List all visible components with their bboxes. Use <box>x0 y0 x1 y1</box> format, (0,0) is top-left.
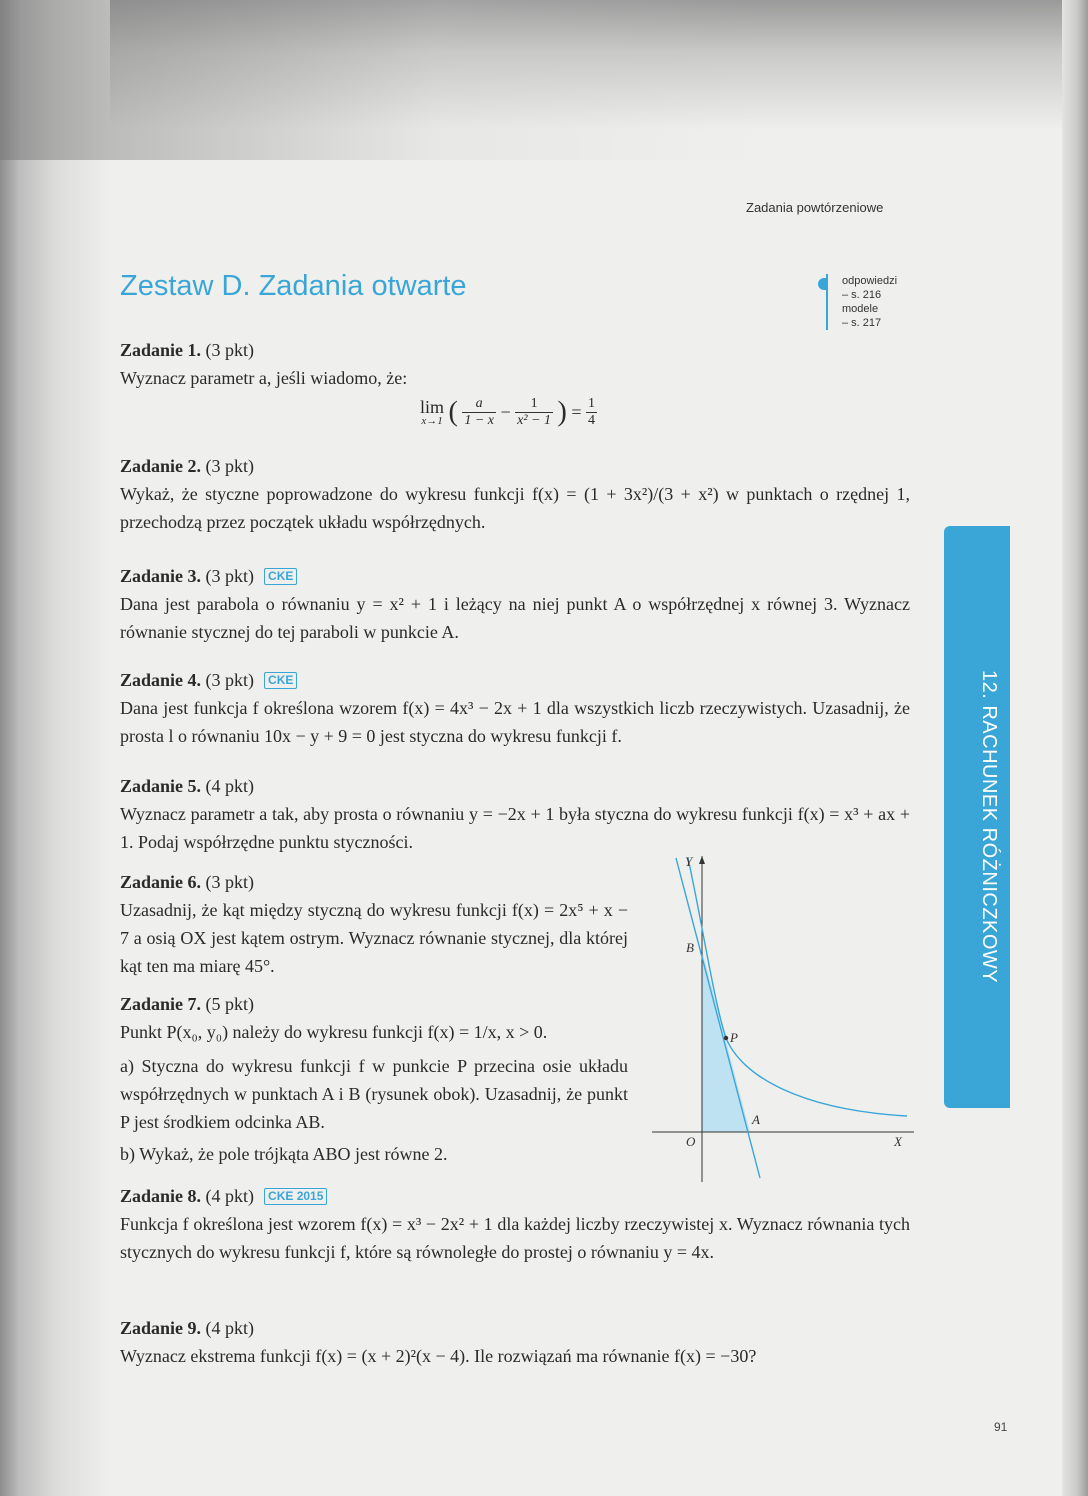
task-points: (4 pkt) <box>205 1318 255 1338</box>
margin-note <box>826 274 897 330</box>
task-2 <box>120 452 910 536</box>
task-title: Zadanie 6. <box>120 872 202 892</box>
task-heading <box>120 336 910 364</box>
task-title: Zadanie 8. <box>120 1186 202 1206</box>
fraction-denominator: 4 <box>588 413 596 428</box>
task-points: (3 pkt) <box>205 872 255 892</box>
margin-note-line: – s. 216 <box>842 289 882 301</box>
task-4 <box>120 666 910 750</box>
task-1 <box>120 336 910 392</box>
task-heading <box>120 666 910 694</box>
task-text: Punkt P(x₀, y₀) należy do wykresu funkcji f(x) = 1/x, x > 0. <box>120 1022 548 1042</box>
task-title: Zadanie 1. <box>120 340 202 360</box>
tangent-hyperbola-figure <box>652 852 914 1182</box>
task-text: Dana jest funkcja f określona wzorem f(x) = 4x³ − 2x + 1 dla wszystkich liczb rzeczywistych. Uzasadnij, że prosta l o równaniu 10x − y + 9 = 0 jest styczna do wykresu funkcji f. <box>120 698 910 746</box>
task-5 <box>120 772 910 856</box>
limit-subscript: x→1 <box>421 415 443 427</box>
margin-note-line: modele <box>842 303 879 315</box>
task-text: Wyznacz ekstrema funkcji f(x) = (x + 2)²(x − 4). Ile rozwiązań ma równanie f(x) = −30? <box>120 1346 757 1366</box>
task-text: Funkcja f określona jest wzorem f(x) = x³ − 2x² + 1 dla każdej liczby rzeczywistej x. Wyznacz równania tych stycznych do wykresu funkcji f, które są równoległe do prostej o równaniu y = 4x. <box>120 1214 910 1262</box>
fraction-denominator: x² − 1 <box>517 413 552 428</box>
task-title: Zadanie 9. <box>120 1318 202 1338</box>
task-title: Zadanie 2. <box>120 456 202 476</box>
margin-note-line: – s. 217 <box>842 317 882 329</box>
page-title: Zestaw D. Zadania otwarte <box>120 270 467 302</box>
task-points: (3 pkt) <box>205 340 255 360</box>
page-number: 91 <box>994 1420 1008 1434</box>
fraction <box>515 396 553 429</box>
fraction-denominator: 1 − x <box>464 413 495 428</box>
x-axis-label: X <box>894 1134 902 1149</box>
cke-badge: CKE <box>264 568 297 585</box>
origin-label: O <box>686 1134 696 1149</box>
fraction <box>586 396 597 429</box>
limit-symbol: lim <box>420 397 445 417</box>
point-p <box>724 1036 728 1040</box>
task-text: Wykaż, że styczne poprowadzone do wykresu funkcji f(x) = (1 + 3x²)/(3 + x²) w punktach o rzędnej 1, przechodzą przez początek układu współrzędnych. <box>120 484 910 532</box>
task-text: Dana jest parabola o równaniu y = x² + 1 i leżący na niej punkt A o współrzędnej x równej 3. Wyznacz równanie stycznej do tej paraboli w punkcie A. <box>120 594 910 642</box>
cke-badge: CKE 2015 <box>264 1188 327 1205</box>
task-points: (3 pkt) <box>205 670 255 690</box>
scan-edge-right <box>1062 0 1088 1496</box>
scan-shadow-corner <box>0 0 1088 160</box>
task-heading <box>120 452 910 480</box>
triangle-abo <box>702 950 750 1132</box>
task-6 <box>120 868 628 980</box>
task-8 <box>120 1182 910 1266</box>
task-heading <box>120 562 910 590</box>
point-p-label: P <box>730 1030 738 1045</box>
task-points: (3 pkt) <box>205 566 255 586</box>
task-points: (3 pkt) <box>205 456 255 476</box>
task-title: Zadanie 4. <box>120 670 202 690</box>
task-title: Zadanie 3. <box>120 566 202 586</box>
point-a-label: A <box>752 1112 760 1127</box>
task-heading <box>120 1182 910 1210</box>
fraction-numerator: a <box>462 396 496 413</box>
margin-note-line: odpowiedzi <box>842 275 898 287</box>
task-points: (4 pkt) <box>205 1186 255 1206</box>
limit-formula: lim x→1 ( $\frac{a}{1 - x}$ − $\frac{1}{\text{x² − 1}}$ ) = $\frac{1}{4}$ <box>420 396 596 428</box>
task-heading <box>120 1314 910 1342</box>
fraction-numerator: 1 <box>515 396 553 413</box>
task-points: (4 pkt) <box>205 776 255 796</box>
task-title: Zadanie 7. <box>120 994 202 1014</box>
chapter-tab-label: 12. RACHUNEK RÓŻNICZKOWY <box>978 670 1000 984</box>
y-axis-arrow <box>699 856 705 864</box>
point-b-label: B <box>686 940 694 955</box>
running-header: Zadania powtórzeniowe <box>746 200 884 215</box>
task-heading <box>120 990 628 1018</box>
task-heading <box>120 868 628 896</box>
task-part-b: b) Wykaż, że pole trójkąta ABO jest równe 2. <box>120 1144 448 1164</box>
task-3 <box>120 562 910 646</box>
margin-marker <box>818 278 826 290</box>
task-text: Uzasadnij, że kąt między styczną do wykresu funkcji f(x) = 2x⁵ + x − 7 a osią OX jest kątem ostrym. Wyznacz równanie stycznej, dla której kąt ten ma miarę 45°. <box>120 900 628 976</box>
cke-badge: CKE <box>264 672 297 689</box>
task-heading <box>120 772 910 800</box>
fraction-numerator: 1 <box>588 396 596 411</box>
task-points: (5 pkt) <box>205 994 255 1014</box>
task-7 <box>120 990 628 1168</box>
task-text: Wyznacz parametr a, jeśli wiadomo, że: <box>120 368 408 388</box>
scan-shadow-left <box>0 0 110 1496</box>
task-text: Wyznacz parametr a tak, aby prosta o równaniu y = −2x + 1 była styczna do wykresu funkcji f(x) = x³ + ax + 1. Podaj współrzędne punktu styczności. <box>120 804 910 852</box>
fraction <box>462 396 496 429</box>
task-title: Zadanie 5. <box>120 776 202 796</box>
task-9 <box>120 1314 910 1370</box>
y-axis-label: Y <box>685 854 693 869</box>
task-part-a: a) Styczna do wykresu funkcji f w punkcie P przecina osie układu współrzędnych w punktach A i B (rysunek obok). Uzasadnij, że punkt P jest środkiem odcinka AB. <box>120 1056 628 1132</box>
